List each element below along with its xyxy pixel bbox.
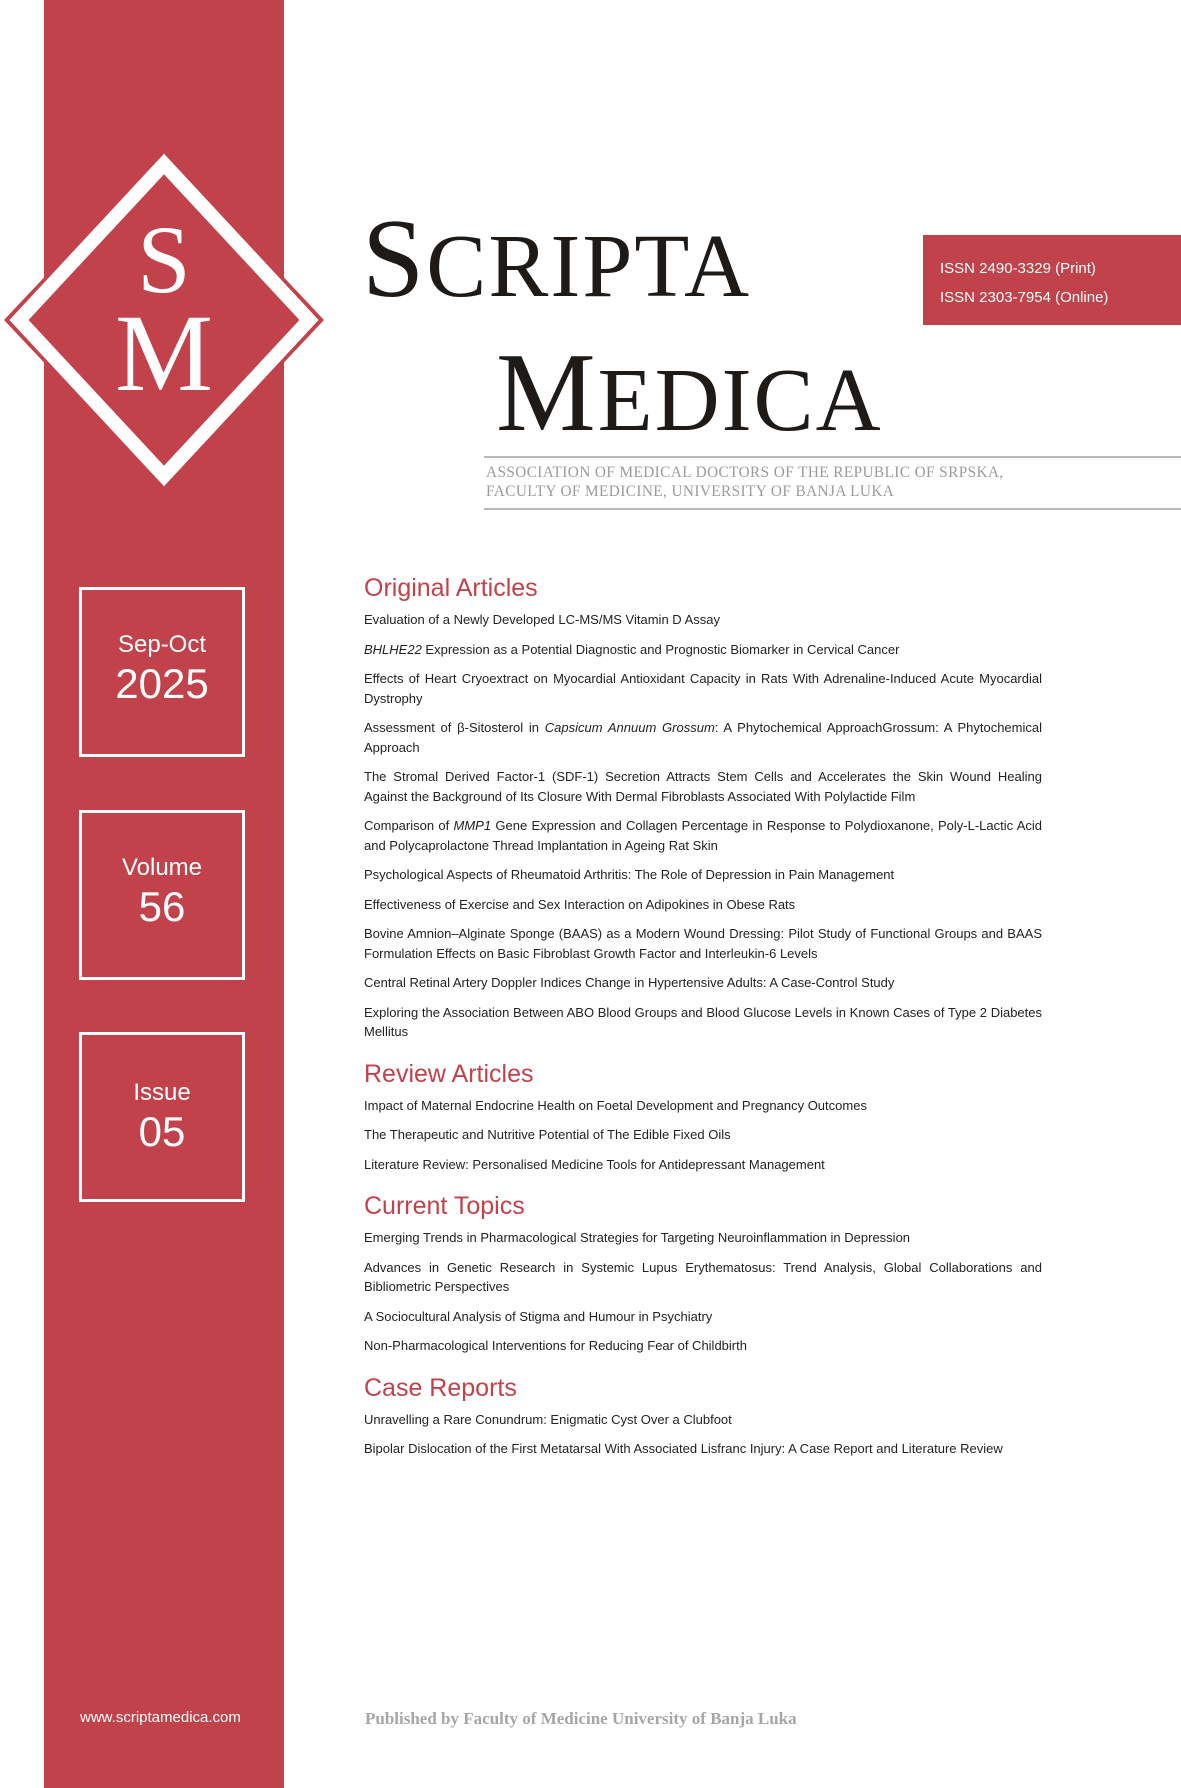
article-title[interactable]: Assessment of β-Sitosterol in Capsicum Annuum Grossum: A Phytochemical ApproachGrossum: A Phytochemical Approach [364,720,1042,755]
association-text [486,463,1136,501]
article-title[interactable]: Bovine Amnion–Alginate Sponge (BAAS) as a Modern Wound Dressing: Pilot Study of Functional Groups and BAAS Formulation Effects on Basic Fibroblast Growth Factor and Interleukin-6 Levels [364,926,1042,961]
issn-box [923,235,1181,325]
section-title: Review Articles [364,1059,534,1088]
article-title[interactable]: Effectiveness of Exercise and Sex Interaction on Adipokines in Obese Rats [364,896,796,912]
article-title[interactable]: Impact of Maternal Endocrine Health on Foetal Development and Pregnancy Outcomes [364,1097,867,1113]
article-title[interactable]: Comparison of MMP1 Gene Expression and Collagen Percentage in Response to Polydioxanone, Poly-L-Lactic Acid and Polycaprolactone Thread Implantation in Ageing Rat Skin [364,818,1042,853]
article-title[interactable]: Evaluation of a Newly Developed LC-MS/MS Vitamin D Assay [364,612,720,627]
article-title[interactable]: Literature Review: Personalised Medicine Tools for Antidepressant Management [364,1156,825,1172]
table-of-contents [364,576,1042,1479]
publisher-footer: Published by Faculty of Medicine University of Banja Luka [365,1709,797,1728]
article-title[interactable]: Central Retinal Artery Doppler Indices Change in Hypertensive Adults: A Case-Control Study [364,975,895,990]
header-divider-top [484,456,1181,458]
volume-box [79,810,245,980]
article-title[interactable]: Emerging Trends in Pharmacological Strategies for Targeting Neuroinflammation in Depression [364,1230,911,1245]
association-line-2: FACULTY OF MEDICINE, UNIVERSITY OF BANJA LUKA [486,483,895,500]
article-title[interactable]: Advances in Genetic Research in Systemic Lupus Erythematosus: Trend Analysis, Global Collaborations and Bibliometric Perspectives [364,1259,1042,1294]
italic-term: Capsicum Annuum Grossum [544,720,715,735]
article-title[interactable]: BHLHE22 Expression as a Potential Diagnostic and Prognostic Biomarker in Cervical Cancer [364,641,900,657]
article-title[interactable]: Bipolar Dislocation of the First Metatarsal With Associated Lisfranc Injury: A Case Report and Literature Review [364,1441,1003,1456]
logo-letter-m: M [115,292,213,414]
section-title: Original Articles [364,574,538,602]
title-2-rest: EDICA [597,351,883,450]
italic-term: MMP1 [453,818,492,833]
volume-number: 56 [138,883,186,930]
volume-label: Volume [121,854,203,881]
section-title: Case Reports [364,1373,517,1402]
toc-section [364,576,1042,1042]
italic-term: BHLHE22 [364,641,422,657]
issue-box [79,1032,245,1202]
issue-number: 05 [138,1108,186,1155]
toc-section [364,1373,1042,1459]
article-title[interactable]: Exploring the Association Between ABO Blood Groups and Blood Glucose Levels in Known Cases of Type 2 Diabetes Mellitus [364,1004,1042,1039]
toc-section [364,1194,1042,1356]
issn-online: ISSN 2303-7954 (Online) [940,289,1109,307]
section-title: Current Topics [364,1192,525,1220]
article-title[interactable]: The Stromal Derived Factor-1 (SDF-1) Secretion Attracts Stem Cells and Accelerates the Skin Wound Healing Against the Background of Its Closure With Dermal Fibroblasts Associated With Polylactide Film [364,769,1042,804]
issn-print: ISSN 2490-3329 (Print) [940,260,1096,277]
toc-section [364,1059,1042,1175]
association-line-1: ASSOCIATION OF MEDICAL DOCTORS OF THE REPUBLIC OF SRPSKA, [486,464,1004,481]
title-2-initial: M [496,331,598,455]
article-title[interactable]: Unravelling a Rare Conundrum: Enigmatic Cyst Over a Clubfoot [364,1411,732,1427]
issue-label: Issue [133,1079,191,1106]
issue-months: Sep-Oct [117,631,207,658]
article-title[interactable]: Psychological Aspects of Rheumatoid Arthritis: The Role of Depression in Pain Management [364,867,895,882]
title-1-initial: S [362,197,427,321]
header-divider-bottom [484,508,1181,510]
article-title[interactable]: The Therapeutic and Nutritive Potential of The Edible Fixed Oils [364,1127,731,1142]
article-title[interactable]: Effects of Heart Cryoextract on Myocardial Antioxidant Capacity in Rats With Adrenaline-Induced Acute Myocardial Dystrophy [364,671,1042,706]
article-title[interactable]: Non-Pharmacological Interventions for Reducing Fear of Childbirth [364,1338,747,1353]
journal-title-line-1 [362,197,752,321]
article-title[interactable]: A Sociocultural Analysis of Stigma and Humour in Psychiatry [364,1308,713,1324]
issue-date-box [79,587,245,757]
logo-letter-s: S [137,206,191,313]
journal-logo [4,150,324,510]
issue-year: 2025 [115,660,209,707]
website-link[interactable]: www.scriptamedica.com [80,1709,241,1726]
journal-title-line-2 [496,331,883,455]
title-1-rest: CRIPTA [426,217,752,316]
